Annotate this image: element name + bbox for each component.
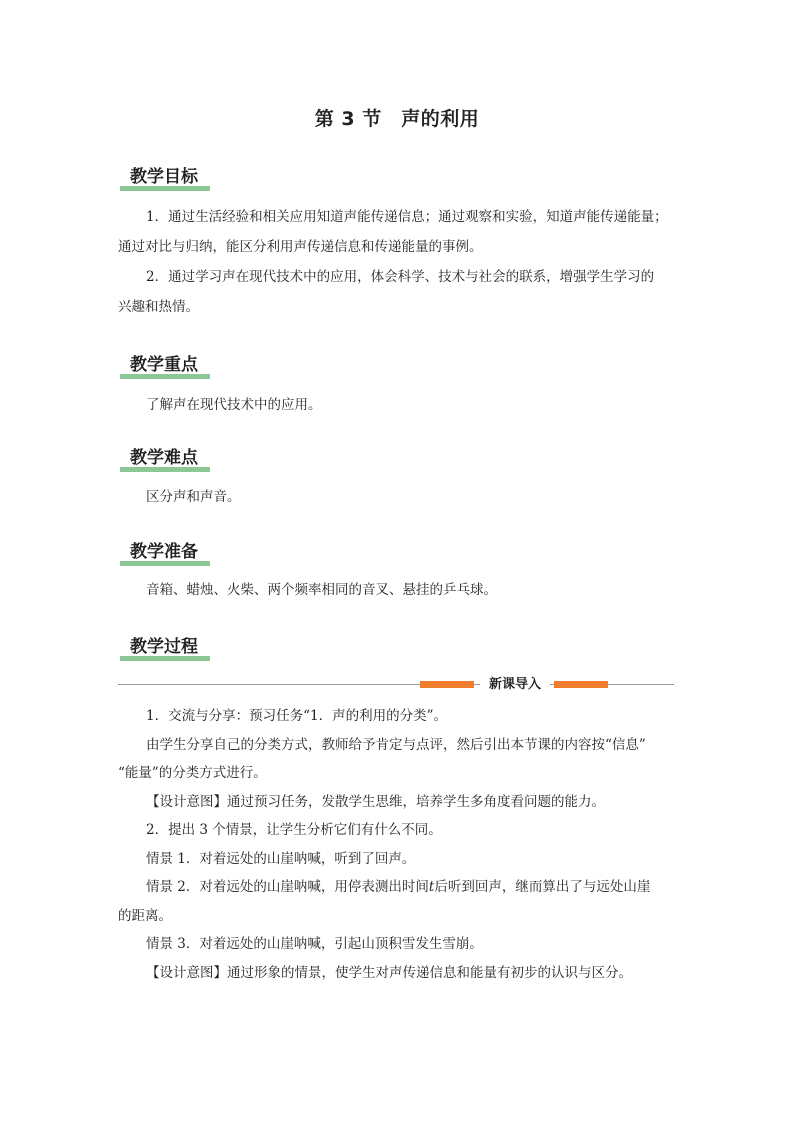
paragraph: 情景 1．对着远处的山崖呐喊，听到了回声。 — [146, 850, 416, 867]
heading-text: 教学目标 — [130, 167, 198, 187]
banner-accent-right — [554, 681, 608, 688]
paragraph: 1．通过生活经验和相关应用知道声能传递信息；通过观察和实验，知道声能传递能量； — [146, 209, 668, 225]
objectives-body — [118, 202, 678, 322]
text-run: 后听到回声，继而算出了与远处山崖 — [434, 879, 651, 895]
section-heading-difficulties — [128, 443, 202, 469]
heading-text: 教学难点 — [130, 448, 198, 468]
heading-text: 教学过程 — [130, 637, 198, 657]
paragraph: 2．通过学习声在现代技术中的应用，体会科学、技术与社会的联系，增强学生学习的 — [146, 269, 655, 285]
paragraph: 【设计意图】通过形象的情景，使学生对声传递信息和能量有初步的认识与区分。 — [146, 964, 632, 981]
paragraph: 了解声在现代技术中的应用。 — [146, 397, 322, 413]
page-title: 第 3 节 声的利用 — [314, 108, 480, 130]
paragraph: 由学生分享自己的分类方式，教师给予肯定与点评，然后引出本节课的内容按“信息” — [146, 736, 646, 753]
paragraph: 的距离。 — [118, 907, 172, 924]
heading-text: 教学准备 — [130, 542, 198, 562]
difficulties-body — [118, 482, 678, 512]
key-points-body — [118, 390, 678, 420]
paragraph: 音箱、蜡烛、火柴、两个频率相同的音叉、悬挂的乒乓球。 — [146, 582, 497, 598]
paragraph: 2．提出 3 个情景，让学生分析它们有什么不同。 — [146, 822, 442, 838]
paragraph: 1．交流与分享：预习任务“1．声的利用的分类”。 — [146, 708, 447, 724]
paragraph: 区分声和声音。 — [146, 489, 241, 505]
variable-t: t — [428, 879, 435, 895]
process-body — [118, 702, 678, 987]
section-heading-preparation — [128, 537, 202, 563]
paragraph: 情景 3．对着远处的山崖呐喊，引起山顶积雪发生雪崩。 — [146, 936, 483, 952]
text-run: 情景 2．对着远处的山崖呐喊，用停表测出时间 — [146, 879, 429, 895]
section-heading-objectives — [128, 162, 202, 188]
banner-accent-left — [420, 681, 474, 688]
paragraph: 通过对比与归纳，能区分利用声传递信息和传递能量的事例。 — [118, 239, 483, 255]
heading-text: 教学重点 — [130, 355, 198, 375]
subsection-banner — [118, 676, 674, 694]
section-heading-key-points — [128, 350, 202, 376]
section-heading-process — [128, 632, 202, 658]
paragraph: 【设计意图】通过预习任务，发散学生思维，培养学生多角度看问题的能力。 — [146, 793, 605, 810]
preparation-body — [118, 575, 678, 605]
paragraph: “能量”的分类方式进行。 — [118, 765, 267, 781]
banner-label: 新课导入 — [480, 676, 550, 694]
paragraph — [118, 873, 678, 902]
paragraph: 兴趣和热情。 — [118, 299, 199, 315]
